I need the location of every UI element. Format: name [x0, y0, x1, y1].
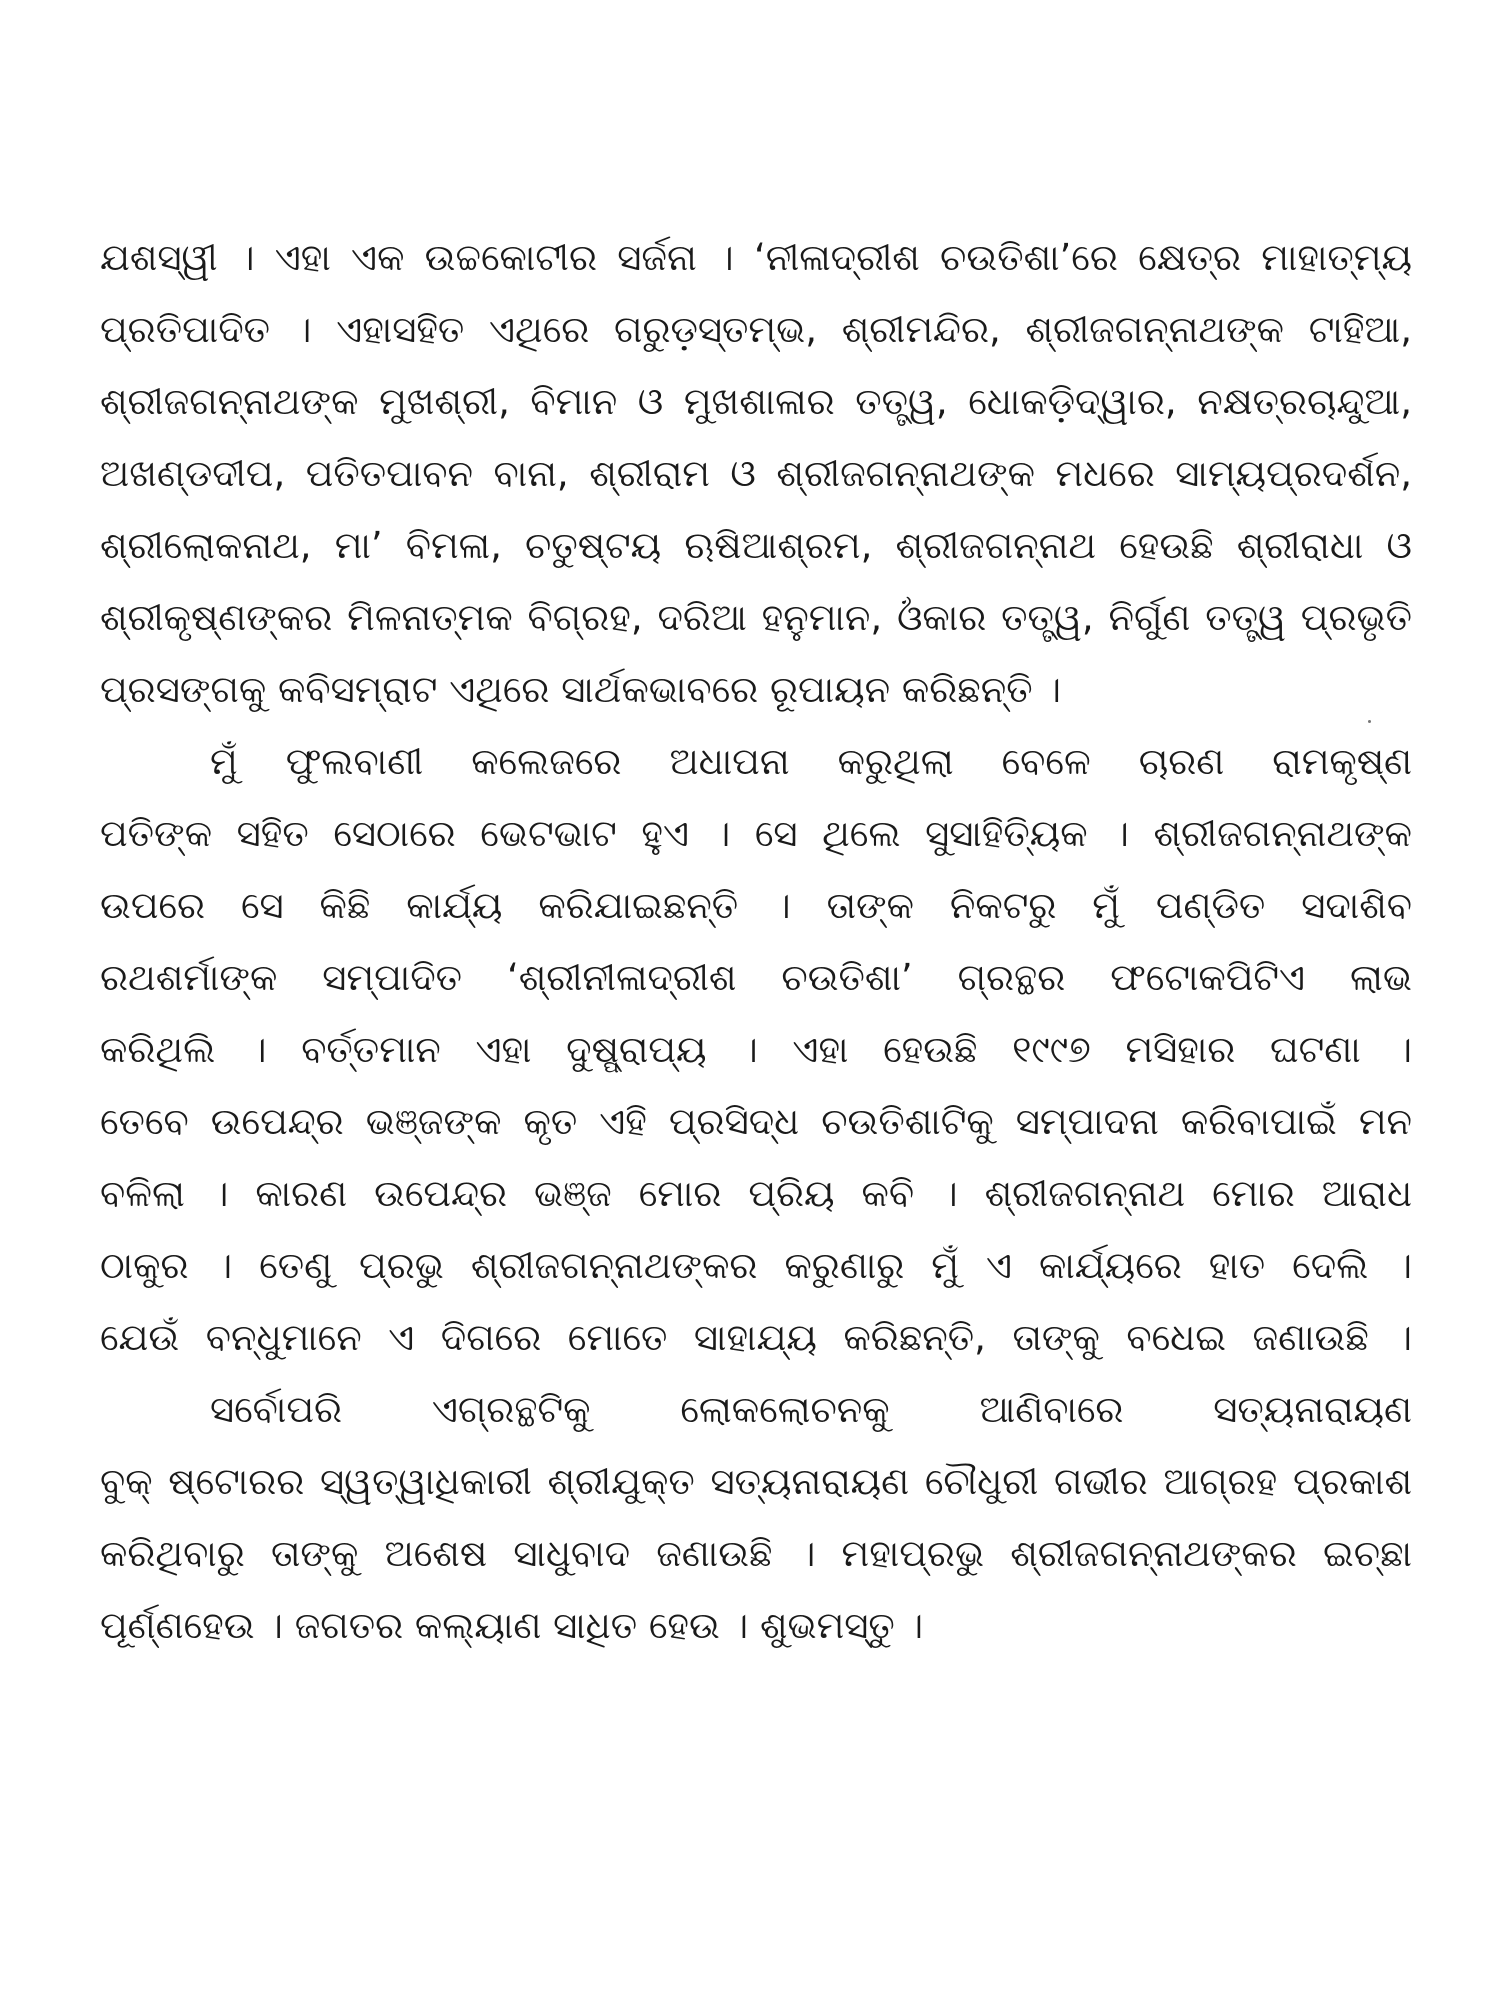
- text-line: ଶ୍ରୀଜଗନ୍ନାଥଙ୍କ ମୁଖଶ୍ରୀ, ବିମାନ ଓ ମୁଖଶାଳାର ତତ୍ତ୍ୱ, ଧୋକଡ଼ିଦ୍ୱାର, ନକ୍ଷତ୍ରଚାନ୍ଦୁଆ,: [100, 380, 1412, 423]
- text-line: ଯେଉଁ ବନ୍ଧୁମାନେ ଏ ଦିଗରେ ମୋତେ ସାହାଯ୍ୟ କରିଛନ୍ତି, ତାଙ୍କୁ ବଧେଇ ଜଣାଉଛି ।: [100, 1316, 1412, 1359]
- text-line: ପତିଙ୍କ ସହିତ ସେଠାରେ ଭେଟଭାଟ ହୁଏ । ସେ ଥିଲେ ସୁସାହିତ୍ୟିକ । ଶ୍ରୀଜଗନ୍ନାଥଙ୍କ: [100, 812, 1412, 855]
- body-text: [100, 222, 1412, 1662]
- text-line: ତେବେ ଉପେନ୍ଦ୍ର ଭଞ୍ଜଙ୍କ କୃତ ଏହି ପ୍ରସିଦ୍ଧ ଚଉତିଶାଟିକୁ ସମ୍ପାଦନା କରିବାପାଇଁ ମନ: [100, 1100, 1412, 1143]
- text-line: ବୁକ୍ ଷ୍ଟୋରର ସ୍ୱତ୍ୱାଧିକାରୀ ଶ୍ରୀଯୁକ୍ତ ସତ୍ୟନାରାୟଣ ଚୌଧୁରୀ ଗଭୀର ଆଗ୍ରହ ପ୍ରକାଶ: [100, 1460, 1412, 1503]
- paper-speck: [1368, 720, 1371, 723]
- text-line: ଉପରେ ସେ କିଛି କାର୍ଯ୍ୟ କରିଯାଇଛନ୍ତି । ତାଙ୍କ ନିକଟରୁ ମୁଁ ପଣ୍ଡିତ ସଦାଶିବ: [100, 884, 1412, 927]
- text-line: ଶ୍ରୀଲୋକନାଥ, ମା’ ବିମଳା, ଚତୁଷ୍ଟୟ ଋଷିଆଶ୍ରମ, ଶ୍ରୀଜଗନ୍ନାଥ ହେଉଛି ଶ୍ରୀରାଧା ଓ: [100, 524, 1412, 567]
- text-line: ରଥଶର୍ମାଙ୍କ ସମ୍ପାଦିତ ‘ଶ୍ରୀନୀଳାଦ୍ରୀଶ ଚଉତିଶା’ ଗ୍ରନ୍ଥର ଫଟୋକପିଟିଏ ଲାଭ: [100, 956, 1412, 999]
- text-line: ଠାକୁର । ତେଣୁ ପ୍ରଭୁ ଶ୍ରୀଜଗନ୍ନାଥଙ୍କର କରୁଣାରୁ ମୁଁ ଏ କାର୍ଯ୍ୟରେ ହାତ ଦେଲି ।: [100, 1244, 1412, 1287]
- text-line: ଯଶସ୍ୱୀ । ଏହା ଏକ ଉଚ୍ଚକୋଟୀର ସର୍ଜନା । ‘ନୀଳାଦ୍ରୀଶ ଚଉତିଶା’ରେ କ୍ଷେତ୍ର ମାହାତ୍ମ୍ୟ: [100, 236, 1412, 279]
- text-line: ପ୍ରତିପାଦିତ । ଏହାସହିତ ଏଥିରେ ଗରୁଡ଼ସ୍ତମ୍ଭ, ଶ୍ରୀମନ୍ଦିର, ଶ୍ରୀଜଗନ୍ନାଥଙ୍କ ଟାହିଆ,: [100, 308, 1412, 351]
- text-line: ପ୍ରସଙ୍ଗକୁ କବିସମ୍ରାଟ ଏଥିରେ ସାର୍ଥକଭାବରେ ରୂପାୟନ କରିଛନ୍ତି ।: [100, 668, 1062, 711]
- paragraph-start-line: ସର୍ବୋପରି ଏଗ୍ରନ୍ଥଟିକୁ ଲୋକଲୋଚନକୁ ଆଣିବାରେ ସତ୍ୟନାରାୟଣ: [210, 1388, 1412, 1431]
- text-line: ବଳିଲା । କାରଣ ଉପେନ୍ଦ୍ର ଭଞ୍ଜ ମୋର ପ୍ରିୟ କବି । ଶ୍ରୀଜଗନ୍ନାଥ ମୋର ଆରାଧ: [100, 1172, 1412, 1215]
- text-line: କରିଥିବାରୁ ତାଙ୍କୁ ଅଶେଷ ସାଧୁବାଦ ଜଣାଉଛି । ମହାପ୍ରଭୁ ଶ୍ରୀଜଗନ୍ନାଥଙ୍କର ଇଚ୍ଛା: [100, 1532, 1412, 1575]
- text-line: ଅଖଣ୍ଡଦୀପ, ପତିତପାବନ ବାନା, ଶ୍ରୀରାମ ଓ ଶ୍ରୀଜଗନ୍ନାଥଙ୍କ ମଧରେ ସାମ୍ୟପ୍ରଦର୍ଶନ,: [100, 452, 1412, 495]
- paragraph-start-line: ମୁଁ ଫୁଲବାଣୀ କଲେଜରେ ଅଧାପନା କରୁଥିଲା ବେଳେ ଚାରଣ ରାମକୃଷ୍ଣ: [210, 740, 1412, 783]
- text-line: ଶ୍ରୀକୃଷ୍ଣଙ୍କର ମିଳନାତ୍ମକ ବିଗ୍ରହ, ଦରିଆ ହନୁମାନ, ଓଁକାର ତତ୍ତ୍ୱ, ନିର୍ଗୁଣ ତତ୍ତ୍ୱ ପ୍ରଭୃତି: [100, 596, 1412, 639]
- text-line: କରିଥିଲି । ବର୍ତ୍ତମାନ ଏହା ଦୁଷ୍ପ୍ରାପ୍ୟ । ଏହା ହେଉଛି ୧୯୯୭ ମସିହାର ଘଟଣା ।: [100, 1028, 1412, 1071]
- text-line: ପୂର୍ଣ୍ଣହେଉ । ଜଗତର କଲ୍ୟାଣ ସାଧିତ ହେଉ । ଶୁଭମସ୍ତୁ ।: [100, 1604, 924, 1647]
